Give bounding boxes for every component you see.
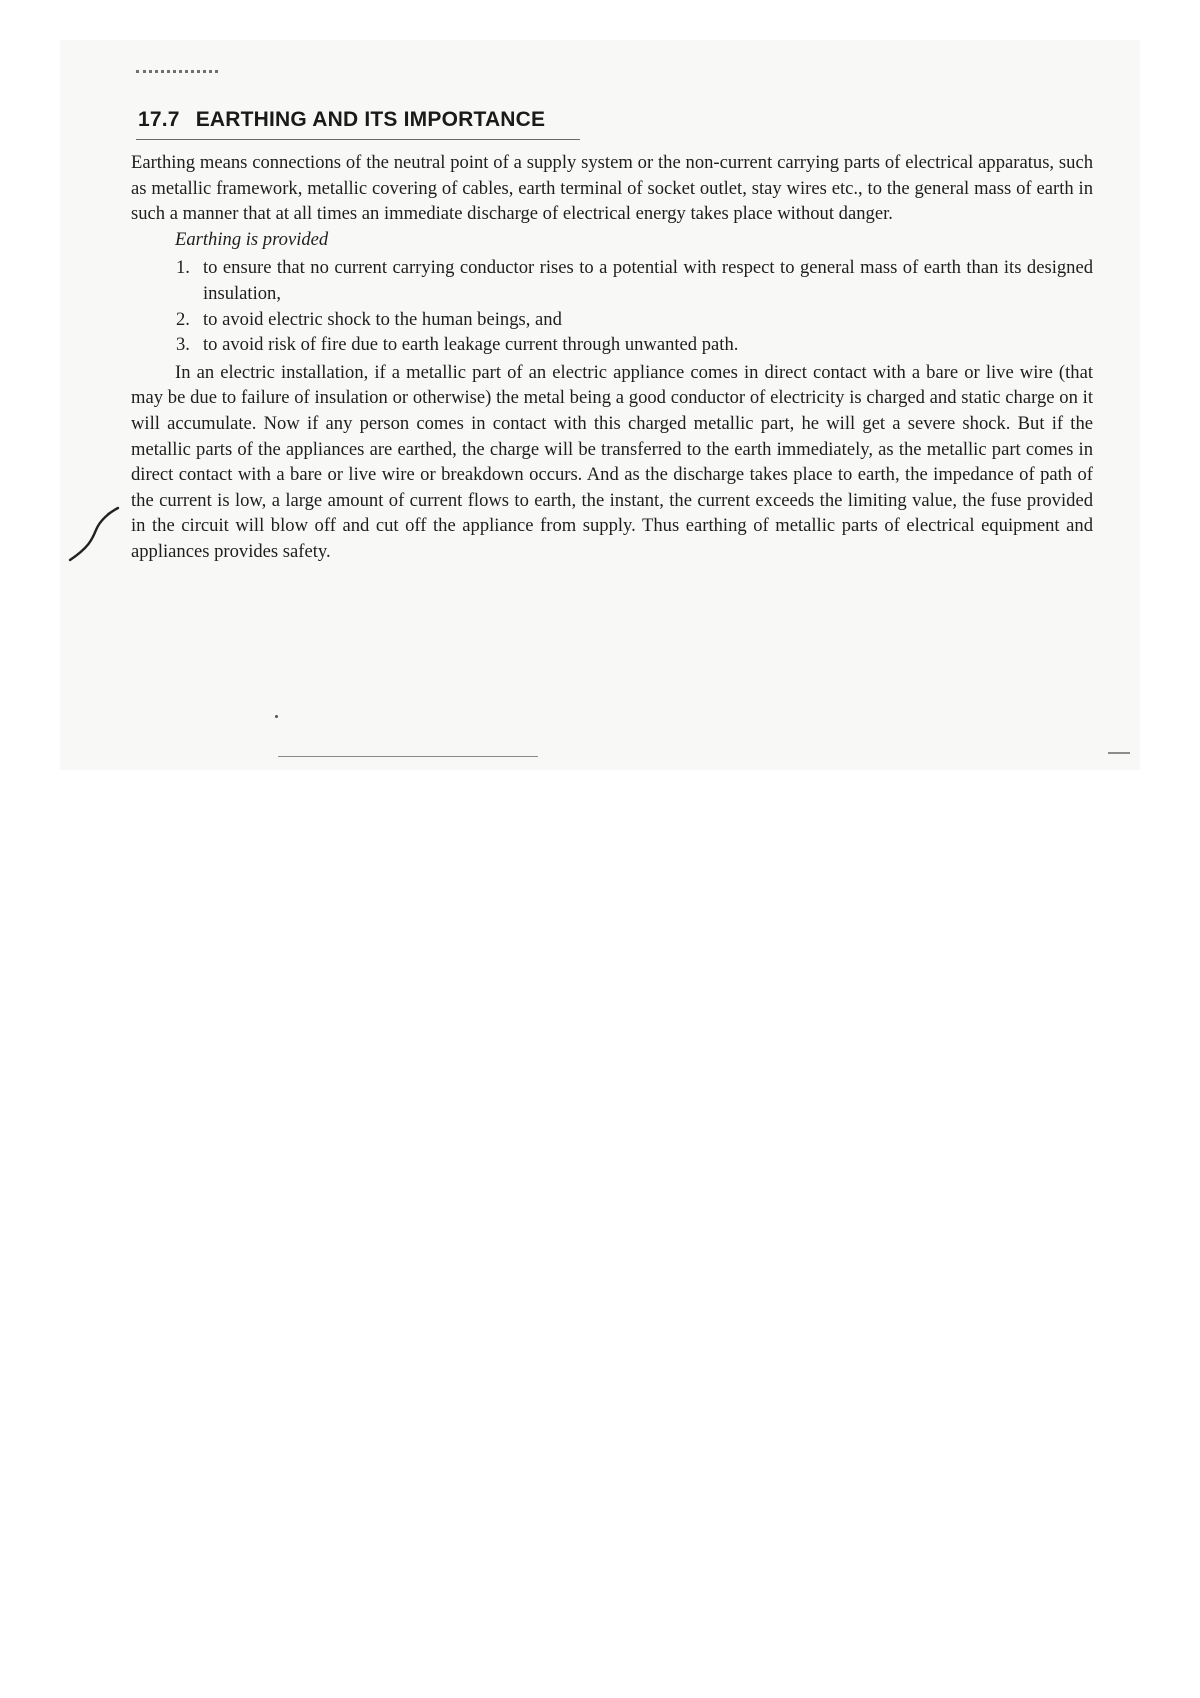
intro-paragraph: Earthing means connections of the neutral point of a supply system or the non-current carrying parts of electrical apparatus, such as metallic framework, metallic covering of cables, earth terminal of socket outlet, stay wires etc., to the general mass of earth in such a manner that at all times an immediate discharge of electrical energy takes place without danger. [131,152,1093,225]
explanation-paragraph: In an electric installation, if a metallic part of an electric appliance comes in direct contact with a bare or live wire (that may be due to failure of insulation or otherwise) the metal being a good conductor of electricity is charged and static charge on it will accumulate. Now if any person comes in contact with this charged metallic part, he will get a severe shock. But if the metallic parts of the appliances are earthed, the charge will be transferred to the earth immediately, as the metallic part comes in direct contact with a bare or live wire or breakdown occurs. And as the discharge takes place to earth, the impedance of path of the current is low, a large amount of current flows to earth, the instant, the current exceeds the limiting value, the fuse provided in the circuit will blow off and cut off the appliance from supply. Thus earthing of metallic parts of electrical equipment and appliances provides safety. [131,361,1093,562]
list-item-text: to avoid risk of fire due to earth leakage current through unwanted path. [203,334,739,356]
section-body [131,150,1093,565]
list-marker: 3. [176,334,190,356]
corner-smudge [1108,752,1130,754]
section-title: EARTHING AND ITS IMPORTANCE [195,108,546,131]
list-item-text: to avoid electric shock to the human beings, and [203,308,562,330]
heading-underline [136,139,580,140]
list-marker: 1. [176,257,190,279]
top-dotted-line [136,70,218,73]
purpose-list [131,255,1093,357]
list-item [131,307,1093,333]
list-item [131,332,1093,358]
list-lead-in: Earthing is provided [175,228,329,250]
list-item [131,255,1093,306]
section-number: 17.7 [138,108,180,131]
list-marker: 2. [176,308,190,330]
handwritten-margin-mark [66,500,126,570]
bottom-rule [278,756,538,757]
scan-speck [275,715,278,718]
list-item-text: to ensure that no current carrying conductor rises to a potential with respect to general mass of earth than its designed insulation, [203,257,1093,304]
section-heading [138,108,545,132]
